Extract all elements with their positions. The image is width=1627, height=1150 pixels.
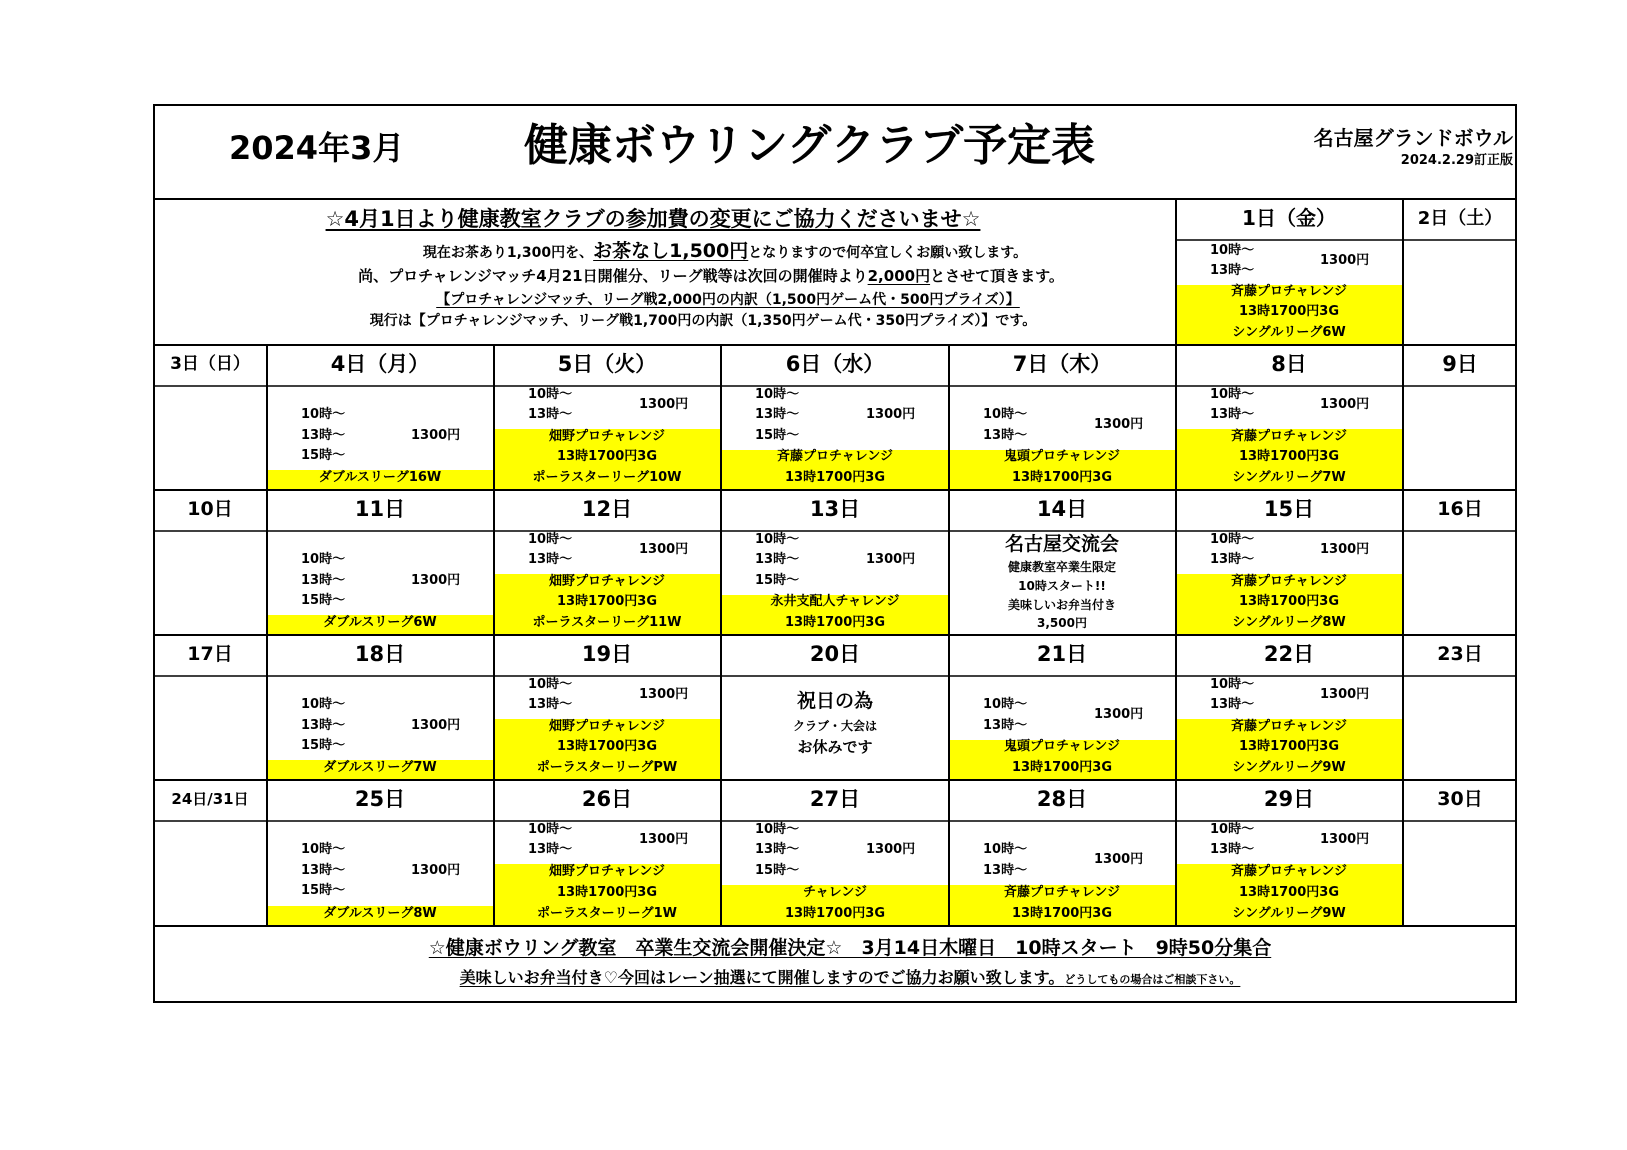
- notice-headline: ☆4月1日より健康教室クラブの参加費の変更にご協力くださいませ☆: [325, 207, 981, 231]
- event-fee: 13時1700円3G: [1012, 760, 1112, 775]
- event-saito: 斉藤プロチャレンジ: [1231, 429, 1347, 444]
- price-label: 1300円: [1320, 542, 1370, 557]
- time-10: 10時～: [301, 552, 346, 567]
- time-10: 10時～: [528, 532, 573, 547]
- event-fee: 13時1700円3G: [1239, 885, 1339, 900]
- day-header-26: 26日: [581, 787, 633, 811]
- day-header-5: 5日（火）: [557, 352, 657, 376]
- time-13: 13時～: [1210, 697, 1255, 712]
- special-event-line-4: 3,500円: [1037, 616, 1087, 630]
- event-fee: 13時1700円3G: [1012, 906, 1112, 921]
- event-fee: 13時1700円3G: [1239, 449, 1339, 464]
- day-header-23: 23日: [1437, 643, 1483, 665]
- notice-line-3: 【プロチャレンジマッチ、リーグ戦2,000円の内訳（1,500円ゲーム代・500円プライズ）】: [436, 292, 1020, 308]
- day-header-19: 19日: [581, 642, 633, 666]
- time-13: 13時～: [528, 552, 573, 567]
- price-label: 1300円: [411, 718, 461, 733]
- time-13: 13時～: [301, 428, 346, 443]
- time-10: 10時～: [755, 387, 800, 402]
- price-label: 1300円: [866, 407, 916, 422]
- day-header-21: 21日: [1036, 642, 1088, 666]
- time-10: 10時～: [528, 387, 573, 402]
- notice-line-1: 現在お茶あり1,300円を、お茶なし1,500円となりますので何卒宜しくお願い致します。: [422, 240, 1028, 262]
- special-event-title: 名古屋交流会: [1004, 533, 1120, 555]
- day-header-27: 27日: [809, 787, 861, 811]
- special-event-line-1: 健康教室卒業生限定: [1007, 560, 1117, 574]
- time-13: 13時～: [1210, 842, 1255, 857]
- price-label: 1300円: [1094, 852, 1144, 867]
- notice-line-2: 尚、プロチャレンジマッチ4月21日開催分、リーグ戦等は次回の開催時より2,000円とさせて頂きます。: [358, 267, 1064, 285]
- day-header-24: 24日/31日: [171, 790, 249, 808]
- special-event-line-2: 10時スタート!!: [1018, 579, 1106, 593]
- footer-note: [460, 970, 1241, 986]
- footer-note-main: 美味しいお弁当付き♡今回はレーン抽選にて開催しますのでご協力お願い致します。: [459, 968, 1065, 987]
- day-header-11: 11日: [354, 497, 406, 521]
- schedule-sheet: [153, 104, 1517, 1004]
- day-header-15: 15日: [1263, 497, 1315, 521]
- time-10: 10時～: [1210, 243, 1255, 258]
- league-label: ポーラスターリーグ1W: [537, 906, 677, 921]
- day-header-22: 22日: [1263, 642, 1315, 666]
- league-label: ダブルスリーグ8W: [323, 906, 437, 921]
- event-fee: 13時1700円3G: [1239, 304, 1339, 319]
- event-kito: 鬼頭プロチャレンジ: [1004, 449, 1120, 464]
- time-13: 13時～: [301, 718, 346, 733]
- time-10: 10時～: [1210, 387, 1255, 402]
- event-saito: 斉藤プロチャレンジ: [1231, 719, 1347, 734]
- notice-emphasis-2: 2,000円: [867, 267, 931, 285]
- time-13: 13時～: [983, 718, 1028, 733]
- day-header-17: 17日: [187, 643, 233, 665]
- league-label: ポーラスターリーグPW: [536, 760, 678, 775]
- day-header-28: 28日: [1036, 787, 1088, 811]
- event-fee: 13時1700円3G: [785, 615, 885, 630]
- event-fee: 13時1700円3G: [557, 885, 657, 900]
- time-10: 10時～: [301, 407, 346, 422]
- day-header-25: 25日: [354, 787, 406, 811]
- day-header-29: 29日: [1263, 787, 1315, 811]
- time-10: 10時～: [301, 697, 346, 712]
- league-label: ポーラスターリーグ11W: [532, 615, 682, 630]
- time-15: 15時～: [755, 863, 800, 878]
- league-label: シングルリーグ9W: [1232, 906, 1346, 921]
- page-title: 健康ボウリングクラブ予定表: [524, 120, 1096, 171]
- time-13: 13時～: [983, 863, 1028, 878]
- league-label: ダブルスリーグ7W: [323, 760, 437, 775]
- day-header-3: 3日（日）: [170, 354, 250, 374]
- special-event-line-3: 美味しいお弁当付き: [1007, 598, 1117, 612]
- event-kito: 鬼頭プロチャレンジ: [1004, 739, 1120, 754]
- price-label: 1300円: [1320, 687, 1370, 702]
- time-15: 15時～: [301, 738, 346, 753]
- price-label: 1300円: [1320, 397, 1370, 412]
- year-month: 2024年3月: [229, 129, 405, 167]
- price-label: 1300円: [411, 573, 461, 588]
- event-hatano: 畑野プロチャレンジ: [549, 429, 665, 444]
- holiday-title: 祝日の為: [796, 690, 874, 712]
- footer-note-small: どうしてもの場合はご相談下さい。: [1064, 973, 1241, 986]
- event-fee: 13時1700円3G: [1239, 594, 1339, 609]
- holiday-line-1: クラブ・大会は: [792, 719, 878, 733]
- time-13: 13時～: [528, 407, 573, 422]
- league-label: ダブルスリーグ16W: [318, 470, 442, 485]
- time-15: 15時～: [301, 883, 346, 898]
- price-label: 1300円: [639, 687, 689, 702]
- day-header-12: 12日: [581, 497, 633, 521]
- notice-line-4: 現行は【プロチャレンジマッチ、リーグ戦1,700円の内訳（1,350円ゲーム代・350円プライズ）】です。: [369, 313, 1037, 329]
- price-label: 1300円: [866, 552, 916, 567]
- event-challenge: チャレンジ: [803, 885, 867, 900]
- price-label: 1300円: [639, 397, 689, 412]
- time-15: 15時～: [301, 448, 346, 463]
- day-header-14: 14日: [1036, 497, 1088, 521]
- league-label: シングルリーグ6W: [1232, 325, 1346, 340]
- event-fee: 13時1700円3G: [557, 739, 657, 754]
- time-13: 13時～: [1210, 407, 1255, 422]
- day-header-20: 20日: [809, 642, 861, 666]
- day-header-8: 8日: [1271, 352, 1307, 376]
- league-label: シングルリーグ8W: [1232, 615, 1346, 630]
- time-13: 13時～: [1210, 263, 1255, 278]
- time-13: 13時～: [528, 697, 573, 712]
- time-13: 13時～: [983, 428, 1028, 443]
- event-saito: 斉藤プロチャレンジ: [1004, 885, 1120, 900]
- price-label: 1300円: [1320, 253, 1370, 268]
- day-header-10: 10日: [187, 498, 233, 520]
- time-10: 10時～: [528, 677, 573, 692]
- revision-note: 2024.2.29訂正版: [1400, 153, 1513, 168]
- holiday-line-2: お休みです: [797, 738, 873, 756]
- time-13: 13時～: [1210, 552, 1255, 567]
- event-saito: 斉藤プロチャレンジ: [777, 449, 893, 464]
- day-header-30: 30日: [1437, 788, 1483, 810]
- time-10: 10時～: [1210, 822, 1255, 837]
- day-header-13: 13日: [809, 497, 861, 521]
- time-13: 13時～: [301, 573, 346, 588]
- price-label: 1300円: [639, 832, 689, 847]
- event-hatano: 畑野プロチャレンジ: [549, 719, 665, 734]
- league-label: ポーラスターリーグ10W: [532, 470, 682, 485]
- time-15: 15時～: [301, 593, 346, 608]
- league-label: シングルリーグ7W: [1232, 470, 1346, 485]
- time-10: 10時～: [1210, 532, 1255, 547]
- time-13: 13時～: [755, 842, 800, 857]
- time-10: 10時～: [755, 822, 800, 837]
- event-saito: 斉藤プロチャレンジ: [1231, 284, 1347, 299]
- day-header-7: 7日（木）: [1012, 352, 1112, 376]
- event-fee: 13時1700円3G: [1012, 470, 1112, 485]
- time-13: 13時～: [528, 842, 573, 857]
- time-13: 13時～: [301, 863, 346, 878]
- price-label: 1300円: [866, 842, 916, 857]
- price-label: 1300円: [411, 863, 461, 878]
- day-header-1: 1日（金）: [1242, 206, 1336, 230]
- venue-name: 名古屋グランドボウル: [1313, 126, 1513, 150]
- league-label: シングルリーグ9W: [1232, 760, 1346, 775]
- event-nagai: 永井支配人チャレンジ: [770, 594, 900, 609]
- day-header-9: 9日: [1442, 352, 1478, 376]
- price-label: 1300円: [1094, 707, 1144, 722]
- price-label: 1300円: [1320, 832, 1370, 847]
- day-header-6: 6日（水）: [785, 352, 885, 376]
- day-header-18: 18日: [354, 642, 406, 666]
- time-10: 10時～: [983, 697, 1028, 712]
- time-15: 15時～: [755, 428, 800, 443]
- event-hatano: 畑野プロチャレンジ: [549, 864, 665, 879]
- day-header-16: 16日: [1437, 498, 1483, 520]
- price-label: 1300円: [1094, 417, 1144, 432]
- event-fee: 13時1700円3G: [785, 906, 885, 921]
- day-header-2: 2日（土）: [1417, 208, 1503, 229]
- event-fee: 13時1700円3G: [557, 594, 657, 609]
- time-15: 15時～: [755, 573, 800, 588]
- notice-emphasis-1: お茶なし1,500円: [593, 240, 749, 262]
- league-label: ダブルスリーグ6W: [323, 615, 437, 630]
- price-label: 1300円: [639, 542, 689, 557]
- time-10: 10時～: [755, 532, 800, 547]
- day-header-4: 4日（月）: [330, 352, 430, 376]
- event-saito: 斉藤プロチャレンジ: [1231, 864, 1347, 879]
- event-hatano: 畑野プロチャレンジ: [549, 574, 665, 589]
- time-10: 10時～: [983, 842, 1028, 857]
- time-13: 13時～: [755, 407, 800, 422]
- time-10: 10時～: [528, 822, 573, 837]
- event-fee: 13時1700円3G: [785, 470, 885, 485]
- event-fee: 13時1700円3G: [557, 449, 657, 464]
- time-10: 10時～: [983, 407, 1028, 422]
- time-10: 10時～: [1210, 677, 1255, 692]
- price-label: 1300円: [411, 428, 461, 443]
- footer-announcement: ☆健康ボウリング教室 卒業生交流会開催決定☆ 3月14日木曜日 10時スタート 9時50分集合: [428, 937, 1272, 959]
- time-13: 13時～: [755, 552, 800, 567]
- event-saito: 斉藤プロチャレンジ: [1231, 574, 1347, 589]
- event-fee: 13時1700円3G: [1239, 739, 1339, 754]
- time-10: 10時～: [301, 842, 346, 857]
